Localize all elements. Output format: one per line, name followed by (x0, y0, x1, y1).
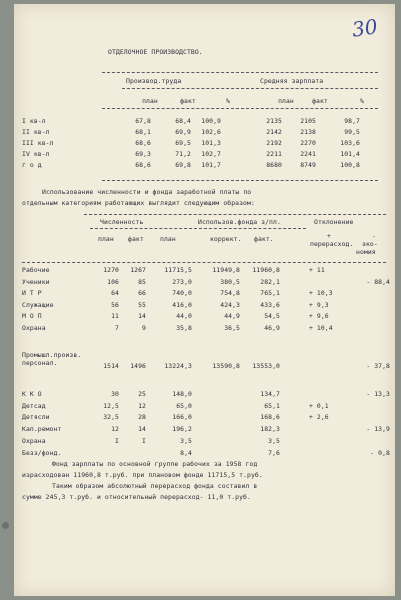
table1-cell: 8749 (300, 161, 316, 169)
table2-row-label: Детясли (22, 413, 50, 422)
table2-row-label: персонал. (22, 359, 58, 367)
table-rule (102, 180, 378, 181)
table2-cell: 168,6 (260, 413, 280, 422)
table2-cell: 13590,8 (212, 362, 240, 370)
table2-cell: 85 (138, 277, 146, 286)
table-rule (22, 262, 386, 263)
table2-cell: 54,5 (264, 312, 280, 320)
table1-cell: 2142 (266, 128, 282, 136)
table1-cell: 68,6 (135, 139, 151, 147)
table2-row-label: Рабочие (22, 266, 50, 274)
table-rule (84, 214, 386, 215)
intro-line: Использование численности и фонда заработной платы по (42, 188, 252, 196)
handwritten-page-number: 30 (350, 14, 379, 42)
deviation-header: номия (356, 248, 376, 256)
table2-group-header: Использов.фонда з/пл. (198, 218, 281, 226)
table2-cell: 44,9 (224, 312, 240, 320)
table2-cell: 7 (115, 323, 119, 332)
table2-cell: 7,6 (268, 448, 280, 457)
deviation-header: эко- (362, 240, 378, 248)
table2-cell: 3,5 (268, 436, 280, 445)
table2-cell: 14 (138, 312, 146, 320)
table2-column-header: факт (128, 235, 144, 243)
table2-cell: 65,1 (264, 401, 280, 410)
table2-column-header: план (160, 235, 176, 243)
table1-column-header: факт (180, 97, 196, 105)
table2-row-label: И Т Р (22, 289, 42, 297)
table1-cell: 2192 (266, 139, 282, 147)
overspend-value: + 10,3 (309, 289, 333, 297)
table1-cell: 103,6 (340, 139, 360, 147)
table1-cell: 100,9 (201, 117, 221, 125)
table1-cell: 100,8 (340, 161, 360, 169)
conclusion-line: сумме 245,3 т.руб. и относительный перерасход- 11,0 т.руб. (22, 493, 251, 501)
table2-cell: 13553,0 (252, 362, 280, 370)
table1-row-label: IV кв-л (22, 150, 50, 158)
table2-cell: 754,8 (220, 289, 240, 297)
table2-cell: 35,8 (176, 323, 192, 332)
table2-cell: 134,7 (260, 390, 280, 398)
saving-value: - 13,3 (366, 390, 390, 398)
table2-row-label: Охрана (22, 323, 46, 332)
table1-cell: 69,5 (175, 139, 191, 147)
table2-cell: 56 (111, 300, 119, 309)
table2-cell: 740,0 (172, 289, 192, 297)
table2-cell: 8,4 (180, 448, 192, 457)
table2-cell: 55 (138, 300, 146, 309)
table2-cell: 1267 (130, 266, 146, 274)
table1-cell: 69,8 (175, 161, 191, 169)
overspend-value: + 11 (309, 266, 325, 274)
table2-cell: 12 (138, 401, 146, 410)
table2-cell: 182,3 (260, 425, 280, 434)
table1-cell: 71,2 (175, 150, 191, 158)
table2-row-label: Детсад (22, 401, 46, 410)
table1-column-header: план (142, 97, 158, 105)
table2-cell: 28 (138, 413, 146, 422)
table2-cell: 36,5 (224, 323, 240, 332)
overspend-value: + 2,6 (309, 413, 329, 422)
table1-cell: 68,6 (135, 161, 151, 169)
table2-cell: 12,5 (103, 401, 119, 410)
table1-cell: 2105 (300, 117, 316, 125)
overspend-value: + 9,3 (309, 300, 329, 309)
table-rule (122, 88, 378, 89)
table1-row-label: II кв-л (22, 128, 50, 136)
table2-cell: 11960,8 (252, 266, 280, 274)
conclusion-line: Фонд зарплаты по основной группе рабочих за 1958 год (52, 460, 258, 468)
document-page (14, 4, 395, 596)
table2-row-label: Промышл.произв. (22, 351, 82, 359)
table2-cell: 14 (138, 425, 146, 434)
table2-cell: 13224,3 (164, 362, 192, 370)
conclusion-line: израсходован 11960,8 т.руб. при плановом фонде 11715,5 т.руб. (22, 471, 263, 479)
overspend-value: + 10,4 (309, 323, 333, 332)
table2-cell: 65,0 (176, 401, 192, 410)
page-title: ОТДЕЛОЧНОЕ ПРОИЗВОДСТВО. (108, 48, 203, 56)
table2-cell: 12 (111, 425, 119, 434)
table1-cell: 102,7 (201, 150, 221, 158)
table2-group-header: Отклонение (314, 218, 354, 226)
table2-cell: 433,6 (260, 300, 280, 309)
table2-row-label: Охрана (22, 436, 46, 445)
table2-cell: 1270 (103, 266, 119, 274)
table2-cell: 424,3 (220, 300, 240, 309)
table1-cell: 69,3 (135, 150, 151, 158)
deviation-header: + (327, 232, 331, 240)
table1-group-header: Производ.труда (126, 77, 182, 85)
saving-value: - 88,4 (366, 277, 390, 286)
table2-cell: 66 (138, 289, 146, 297)
table2-group-header: Численность (100, 218, 144, 226)
saving-value: - 0,8 (370, 448, 390, 457)
table2-cell: 3,5 (180, 436, 192, 445)
table2-cell: 1514 (103, 362, 119, 370)
table-rule (102, 72, 378, 73)
table2-cell: 273,0 (172, 277, 192, 286)
table2-cell: 765,1 (260, 289, 280, 297)
table1-column-header: % (360, 97, 364, 105)
table1-cell: 67,8 (135, 117, 151, 125)
table2-cell: 416,0 (172, 300, 192, 309)
table2-row-label: Служащие (22, 300, 54, 309)
table2-column-header: факт. (254, 235, 274, 243)
table1-row-label: III кв-л (22, 139, 54, 147)
intro-line: отдельным категориям работающих выглядит следующим образом: (22, 199, 255, 207)
table1-cell: 69,9 (175, 128, 191, 136)
table1-cell: 2138 (300, 128, 316, 136)
table2-cell: 282,1 (260, 277, 280, 286)
table2-cell: 148,0 (172, 390, 192, 398)
table2-cell: I (142, 436, 146, 445)
table1-cell: 2211 (266, 150, 282, 158)
table2-column-header: коррект. (210, 235, 242, 243)
saving-value: - 13,9 (366, 425, 390, 434)
table2-row-label: М О П (22, 312, 42, 320)
table1-cell: 2135 (266, 117, 282, 125)
table1-cell: 101,7 (201, 161, 221, 169)
table1-column-header: план (278, 97, 294, 105)
table2-cell: 9 (142, 323, 146, 332)
table2-row-label: Безз/фонд. (22, 448, 62, 457)
punch-hole (2, 522, 9, 529)
table2-cell: 11715,5 (164, 266, 192, 274)
table2-cell: 1496 (130, 362, 146, 370)
table1-cell: 99,5 (344, 128, 360, 136)
table1-cell: 101,4 (340, 150, 360, 158)
table2-cell: 44,0 (176, 312, 192, 320)
table2-cell: 46,9 (264, 323, 280, 332)
table-rule (90, 228, 306, 229)
table1-row-label: I кв-л (22, 117, 46, 125)
table2-column-header: план (98, 235, 114, 243)
table2-cell: 30 (111, 390, 119, 398)
saving-value: - 37,8 (366, 362, 390, 370)
table2-row-label: Кап.ремонт (22, 425, 62, 434)
table1-cell: 2270 (300, 139, 316, 147)
table2-cell: 64 (111, 289, 119, 297)
overspend-value: + 0,1 (309, 401, 329, 410)
table2-cell: 32,5 (103, 413, 119, 422)
table1-cell: 102,6 (201, 128, 221, 136)
table1-cell: 68,4 (175, 117, 191, 125)
overspend-value: + 9,6 (309, 312, 329, 320)
table1-row-label: г о д (22, 161, 42, 169)
table2-cell: 380,5 (220, 277, 240, 286)
table2-cell: 11949,8 (212, 266, 240, 274)
table1-column-header: % (226, 97, 230, 105)
table1-cell: 8680 (266, 161, 282, 169)
deviation-header: - (372, 232, 376, 240)
table2-cell: 196,2 (172, 425, 192, 434)
table1-column-header: факт (312, 97, 328, 105)
deviation-header: перерасход. (310, 240, 354, 248)
table2-cell: 25 (138, 390, 146, 398)
table1-cell: 2241 (300, 150, 316, 158)
table1-group-header: Средняя зарплата (260, 77, 324, 85)
table2-row-label: К К О (22, 390, 42, 398)
table2-cell: 166,0 (172, 413, 192, 422)
table2-cell: 11 (111, 312, 119, 320)
conclusion-line: Таким образом абсолютный перерасход фонда составил в (52, 482, 258, 490)
table1-cell: 68,1 (135, 128, 151, 136)
table1-cell: 98,7 (344, 117, 360, 125)
table2-cell: I (115, 436, 119, 445)
table1-cell: 101,3 (201, 139, 221, 147)
table2-cell: 106 (107, 277, 119, 286)
table2-row-label: Ученики (22, 277, 50, 286)
table-rule (102, 108, 378, 109)
